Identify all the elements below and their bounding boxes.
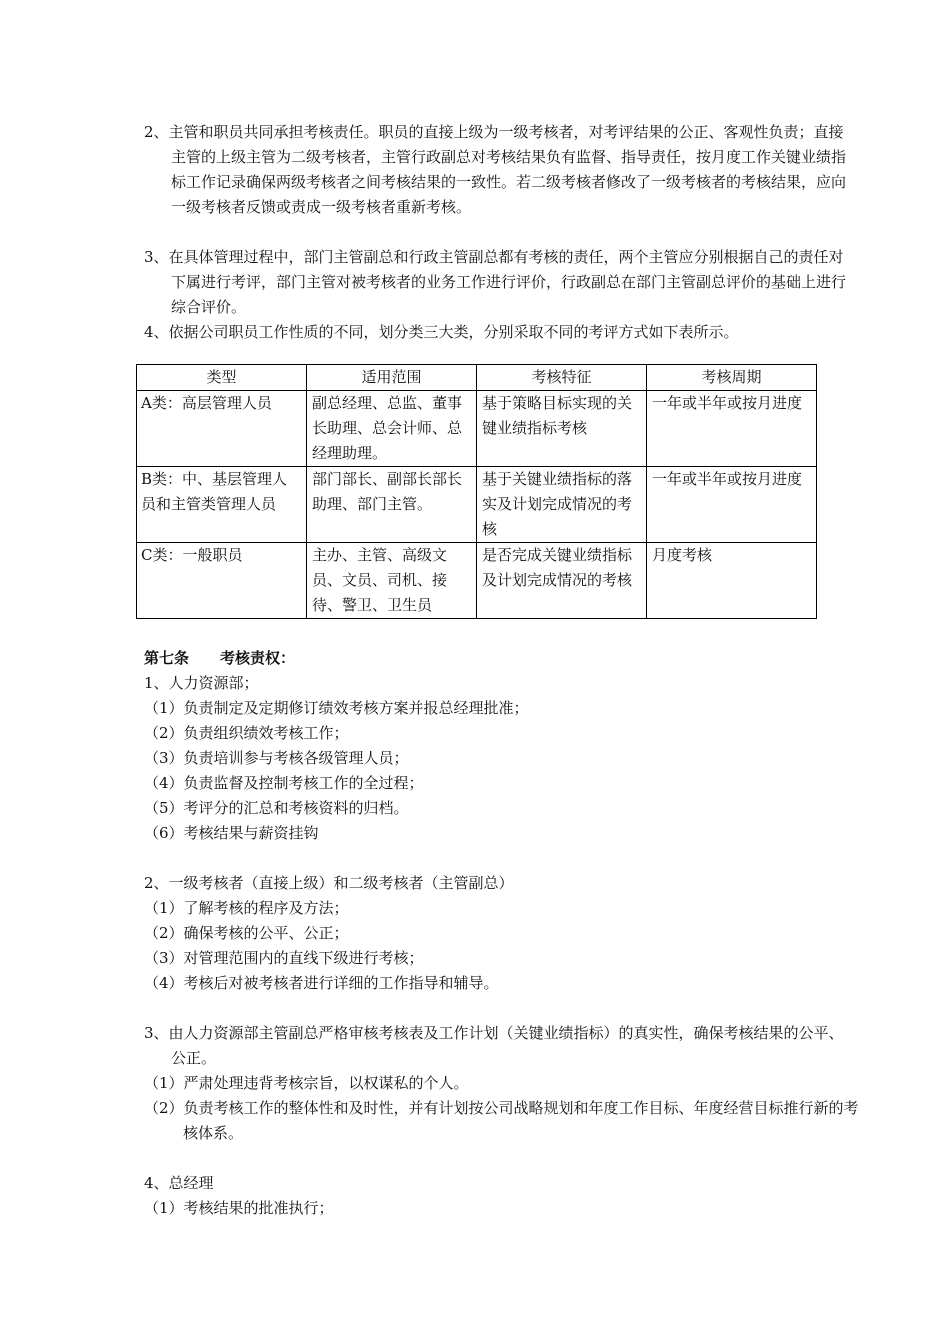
cell-cycle: 一年或半年或按月进度 bbox=[647, 467, 817, 543]
article-number: 第七条 bbox=[144, 649, 190, 667]
cell-feature: 基于策略目标实现的关键业绩指标考核 bbox=[477, 391, 647, 467]
section4-heading: 4、总经理 bbox=[144, 1174, 214, 1192]
section1-heading: 1、人力资源部； bbox=[144, 674, 259, 692]
section3-heading: 3、由人力资源部主管副总严格审核考核表及工作计划（关键业绩指标）的真实性，确保考核结果的公平、公正。 bbox=[144, 1024, 844, 1067]
header-feature: 考核特征 bbox=[477, 365, 647, 391]
cell-scope: 部门部长、副部长部长助理、部门主管。 bbox=[307, 467, 477, 543]
table-row bbox=[137, 543, 817, 619]
header-type: 类型 bbox=[137, 365, 307, 391]
list-item: （1）负责制定及定期修订绩效考核方案并报总经理批准； bbox=[144, 699, 529, 717]
cell-cycle: 一年或半年或按月进度 bbox=[647, 391, 817, 467]
list-item: （4）负责监督及控制考核工作的全过程； bbox=[144, 774, 424, 792]
list-item: （1）严肃处理违背考核宗旨，以权谋私的个人。 bbox=[144, 1074, 469, 1092]
list-item: （3）对管理范围内的直线下级进行考核； bbox=[144, 949, 424, 967]
table-row bbox=[137, 391, 817, 467]
intro-item-3: 3、在具体管理过程中，部门主管副总和行政主管副总都有考核的责任，两个主管应分别根据自己的责任对下属进行考评，部门主管对被考核者的业务工作进行评价，行政副总在部门主管副总评价的基础上进行综合评价。 bbox=[144, 248, 847, 316]
list-item: （2）负责组织绩效考核工作； bbox=[144, 724, 349, 742]
table-row bbox=[137, 467, 817, 543]
table-header-row bbox=[137, 365, 817, 391]
cell-feature: 基于关键业绩指标的落实及计划完成情况的考核 bbox=[477, 467, 647, 543]
list-item: （2）负责考核工作的整体性和及时性，并有计划按公司战略规划和年度工作目标、年度经营目标推行新的考核体系。 bbox=[144, 1099, 859, 1142]
intro-item-4: 4、依据公司职员工作性质的不同，划分类三大类，分别采取不同的考评方式如下表所示。 bbox=[144, 323, 739, 341]
article-heading bbox=[144, 646, 824, 671]
section2-heading: 2、一级考核者（直接上级）和二级考核者（主管副总） bbox=[144, 874, 514, 892]
cell-type: A类：高层管理人员 bbox=[137, 391, 307, 467]
list-item: （6）考核结果与薪资挂钩 bbox=[144, 824, 319, 842]
header-cycle: 考核周期 bbox=[647, 365, 817, 391]
cell-cycle: 月度考核 bbox=[647, 543, 817, 619]
list-item: （5）考评分的汇总和考核资料的归档。 bbox=[144, 799, 409, 817]
cell-type: C类：一般职员 bbox=[137, 543, 307, 619]
intro-item-2: 2、主管和职员共同承担考核责任。职员的直接上级为一级考核者，对考评结果的公正、客观性负责；直接主管的上级主管为二级考核者，主管行政副总对考核结果负有监督、指导责任，按月度工作关键业绩指标工作记录确保两级考核者之间考核结果的一致性。若二级考核者修改了一级考核者的考核结果，应向一级考核者反馈或责成一级考核者重新考核。 bbox=[144, 123, 847, 216]
article-title: 考核责权： bbox=[220, 649, 296, 667]
header-scope: 适用范围 bbox=[307, 365, 477, 391]
cell-scope: 主办、主管、高级文员、文员、司机、接待、警卫、卫生员 bbox=[307, 543, 477, 619]
list-item: （1）考核结果的批准执行； bbox=[144, 1199, 334, 1217]
list-item: （4）考核后对被考核者进行详细的工作指导和辅导。 bbox=[144, 974, 499, 992]
list-item: （2）确保考核的公平、公正； bbox=[144, 924, 349, 942]
cell-feature: 是否完成关键业绩指标及计划完成情况的考核 bbox=[477, 543, 647, 619]
cell-scope: 副总经理、总监、董事长助理、总会计师、总经理助理。 bbox=[307, 391, 477, 467]
employee-category-table bbox=[136, 364, 817, 619]
list-item: （3）负责培训参与考核各级管理人员； bbox=[144, 749, 409, 767]
cell-type: B类：中、基层管理人员和主管类管理人员 bbox=[137, 467, 307, 543]
list-item: （1）了解考核的程序及方法； bbox=[144, 899, 349, 917]
